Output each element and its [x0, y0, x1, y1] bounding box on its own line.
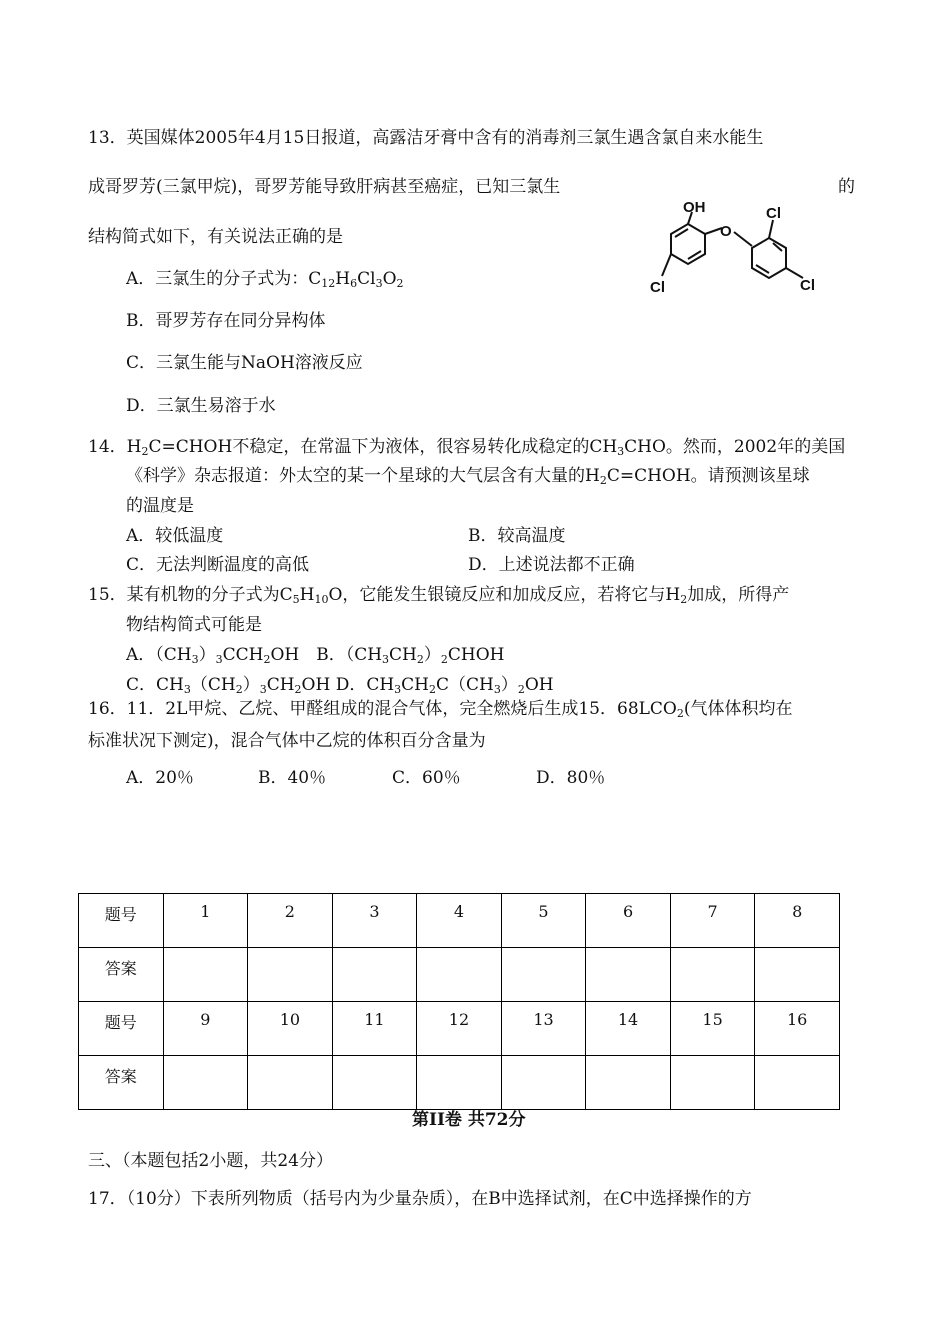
- q14-option-c: C．无法判断温度的高低: [126, 555, 310, 575]
- label-cl-right: Cl: [800, 277, 815, 294]
- q14-option-a: A．较低温度: [126, 526, 224, 546]
- label-cl-top: Cl: [766, 205, 781, 222]
- q13-line2: 成哥罗芳(三氯甲烷)，哥罗芳能导致肝病甚至癌症，已知三氯生: [88, 177, 561, 197]
- part-three-heading: 三、（本题包括2小题，共24分）: [88, 1151, 333, 1171]
- q16-option-d: D．80％: [536, 768, 606, 788]
- label-o: O: [720, 223, 732, 240]
- question-number: 3: [332, 894, 417, 948]
- q15-options-cd: C．$CH_3(CH_2)_3CH_2OH$ D．$CH_3CH_2C(CH_3)_2OH$: [126, 675, 554, 696]
- q16-line1: 16．11．2L甲烷、乙烷、甲醛组成的混合气体，完全燃烧后生成15．$68LCO_2$(气体体积均在: [88, 699, 793, 720]
- row-label-answer: 答案: [79, 948, 164, 1002]
- answer-cell[interactable]: [248, 948, 333, 1002]
- q15-line2: 物结构简式可能是: [126, 615, 262, 635]
- q14-line2: 《科学》杂志报道：外太空的某一个星球的大气层含有大量的$H_2C=CHOH$。请预测该星球: [126, 466, 810, 487]
- question-number: 7: [670, 894, 755, 948]
- table-row: [79, 1002, 840, 1056]
- question-number: 6: [586, 894, 671, 948]
- question-number: 15: [670, 1002, 755, 1056]
- answer-cell[interactable]: [670, 948, 755, 1002]
- answer-cell[interactable]: [163, 1056, 248, 1110]
- answer-cell[interactable]: [670, 1056, 755, 1110]
- q13-option-c: C．三氯生能与NaOH溶液反应: [126, 353, 363, 373]
- question-number: 4: [417, 894, 502, 948]
- answer-cell[interactable]: [248, 1056, 333, 1110]
- answer-cell[interactable]: [586, 948, 671, 1002]
- q17-line1: 17．（10分）下表所列物质（括号内为少量杂质），在B中选择试剂，在C中选择操作的方: [88, 1189, 752, 1209]
- q13-line2-end: 的: [838, 177, 855, 197]
- triclosan-structure-diagram: [640, 198, 830, 298]
- q15-options-ab: A．$(CH_3)_3CCH_2OH$ B．$(CH_3CH_2)_2CHOH$: [126, 645, 505, 666]
- table-row: [79, 1056, 840, 1110]
- q15-line1: 15．某有机物的分子式为$C_5H_{10}O$，它能发生银镜反应和加成反应，若将它与$H_2$加成，所得产: [88, 585, 790, 606]
- question-number: 8: [755, 894, 840, 948]
- q16-option-c: C．60％: [392, 768, 461, 788]
- q16-option-b: B．40％: [258, 768, 327, 788]
- answer-cell[interactable]: [417, 948, 502, 1002]
- answer-cell[interactable]: [501, 948, 586, 1002]
- answer-table: [78, 893, 840, 1110]
- answer-cell[interactable]: [163, 948, 248, 1002]
- row-label-answer: 答案: [79, 1056, 164, 1110]
- answer-cell[interactable]: [332, 948, 417, 1002]
- question-number: 5: [501, 894, 586, 948]
- q16-option-a: A．20％: [126, 768, 194, 788]
- q14-option-b: B．较高温度: [468, 526, 566, 546]
- answer-cell[interactable]: [417, 1056, 502, 1110]
- question-number: 16: [755, 1002, 840, 1056]
- q14-option-d: D．上述说法都不正确: [468, 555, 635, 575]
- q13-option-d: D．三氯生易溶于水: [126, 396, 276, 416]
- question-number: 12: [417, 1002, 502, 1056]
- label-cl-left: Cl: [650, 279, 665, 296]
- q13-option-a: A．三氯生的分子式为：$C_{12}H_6Cl_3O_2$: [126, 269, 404, 290]
- answer-cell[interactable]: [501, 1056, 586, 1110]
- question-number: 11: [332, 1002, 417, 1056]
- section-heading: 第II卷 共72分: [412, 1110, 526, 1130]
- answer-cell[interactable]: [755, 948, 840, 1002]
- answer-cell[interactable]: [755, 1056, 840, 1110]
- row-label-question: 题号: [79, 1002, 164, 1056]
- q14-line1: 14．$H_2C=CHOH$不稳定，在常温下为液体，很容易转化成稳定的$CH_3CHO$。然而，2002年的美国: [88, 437, 846, 458]
- label-oh: OH: [683, 199, 706, 216]
- question-number: 14: [586, 1002, 671, 1056]
- question-number: 1: [163, 894, 248, 948]
- answer-cell[interactable]: [586, 1056, 671, 1110]
- answer-cell[interactable]: [332, 1056, 417, 1110]
- q13-option-b: B．哥罗芳存在同分异构体: [126, 311, 326, 331]
- question-number: 13: [501, 1002, 586, 1056]
- table-row: [79, 948, 840, 1002]
- q13-line3: 结构简式如下，有关说法正确的是: [88, 227, 343, 247]
- row-label-question: 题号: [79, 894, 164, 948]
- question-number: 10: [248, 1002, 333, 1056]
- table-row: [79, 894, 840, 948]
- q16-line2: 标准状况下测定)，混合气体中乙烷的体积百分含量为: [88, 731, 486, 751]
- question-number: 9: [163, 1002, 248, 1056]
- q13-line1: 13．英国媒体2005年4月15日报道，高露洁牙膏中含有的消毒剂三氯生遇含氯自来水能生: [88, 128, 764, 148]
- question-number: 2: [248, 894, 333, 948]
- q14-line3: 的温度是: [126, 496, 194, 516]
